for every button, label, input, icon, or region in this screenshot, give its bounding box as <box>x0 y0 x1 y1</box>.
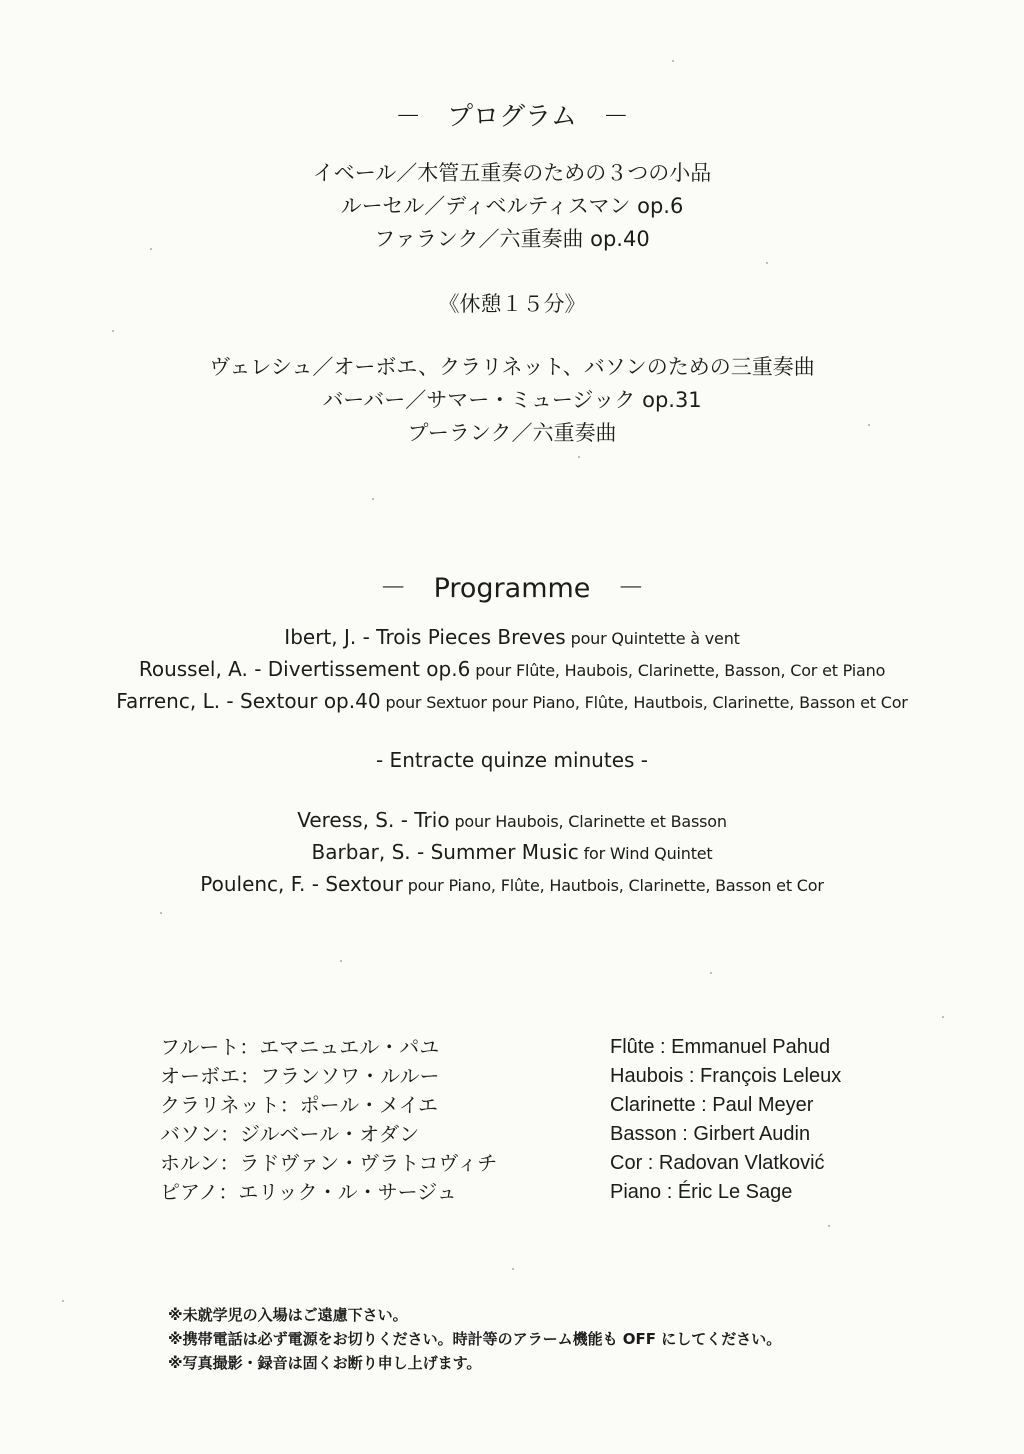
paper-speck <box>150 248 152 250</box>
audience-notes <box>168 1303 781 1375</box>
piece-instrumentation: pour Flûte, Haubois, Clarinette, Basson, Cor et Piano <box>470 661 886 680</box>
piece-title: Roussel, A. - Divertissement op.6 <box>138 657 471 681</box>
french-piece <box>0 869 1024 901</box>
piece-instrumentation: pour Piano, Flûte, Hautbois, Clarinette, Basson et Cor <box>402 876 824 895</box>
paper-speck <box>160 912 162 914</box>
performers-french-list <box>610 1033 841 1207</box>
performer-entry: Basson : Girbert Audin <box>610 1123 811 1145</box>
note-line: ※未就学児の入場はご遠慮下さい。 <box>168 1306 408 1324</box>
piece-title: Ibert, J. - Trois Pieces Breves <box>284 625 566 649</box>
paper-speck <box>766 262 768 264</box>
note-line: ※写真撮影・録音は固くお断り申し上げます。 <box>168 1354 482 1372</box>
performers-japanese-list <box>160 1033 497 1207</box>
paper-speck <box>112 330 114 332</box>
performer-entry: フルート：エマニュエル・パユ <box>160 1035 440 1059</box>
japanese-interval: 《休憩１５分》 <box>438 292 586 316</box>
japanese-piece: ルーセル／ディベルティスマン op.6 <box>340 194 684 218</box>
piece-title: Poulenc, F. - Sextour <box>200 872 403 896</box>
performer-entry: オーボエ：フランソワ・ルルー <box>160 1064 440 1088</box>
paper-speck <box>828 1225 830 1227</box>
japanese-part2-list <box>0 351 1024 450</box>
piece-title: Farrenc, L. - Sextour op.40 <box>116 689 381 713</box>
paper-speck <box>942 1016 944 1018</box>
french-program-heading: － Programme － <box>379 573 645 604</box>
performer-entry: ピアノ：エリック・ル・サージュ <box>160 1180 457 1204</box>
paper-speck <box>672 60 674 62</box>
performer-entry: Clarinette : Paul Meyer <box>610 1094 814 1116</box>
paper-speck <box>710 972 712 974</box>
french-interval: - Entracte quinze minutes - <box>375 748 648 772</box>
french-piece <box>0 622 1024 654</box>
japanese-piece: プーランク／六重奏曲 <box>407 421 617 445</box>
french-piece <box>0 837 1024 869</box>
performer-entry: Piano : Éric Le Sage <box>610 1181 793 1203</box>
performer-entry: Flûte : Emmanuel Pahud <box>610 1036 831 1058</box>
french-part1-list <box>0 622 1024 718</box>
performer-entry: ホルン：ラドヴァン・ヴラトコヴィチ <box>160 1151 498 1175</box>
japanese-part1-list <box>0 157 1024 256</box>
paper-speck <box>512 1268 514 1270</box>
performer-entry: Haubois : François Leleux <box>610 1065 842 1087</box>
paper-speck <box>578 456 580 458</box>
piece-title: Barbar, S. - Summer Music <box>311 840 579 864</box>
paper-speck <box>62 1300 64 1302</box>
french-part2-list <box>0 805 1024 901</box>
piece-title: Veress, S. - Trio <box>297 808 450 832</box>
note-line: ※携帯電話は必ず電源をお切りください。時計等のアラーム機能も OFF にしてください。 <box>168 1330 782 1348</box>
piece-instrumentation: pour Haubois, Clarinette et Basson <box>449 812 727 831</box>
piece-instrumentation: pour Quintette à vent <box>565 629 740 648</box>
performer-entry: バソン：ジルベール・オダン <box>160 1122 420 1146</box>
japanese-piece: バーバー／サマー・ミュージック op.31 <box>322 388 702 412</box>
paper-speck <box>340 960 342 962</box>
japanese-program-heading: － プログラム － <box>395 102 629 132</box>
piece-instrumentation: for Wind Quintet <box>578 844 713 863</box>
french-piece <box>0 654 1024 686</box>
performer-entry: クラリネット：ポール・メイエ <box>160 1093 438 1117</box>
piece-instrumentation: pour Sextuor pour Piano, Flûte, Hautbois, Clarinette, Basson et Cor <box>380 693 908 712</box>
japanese-piece: ファランク／六重奏曲 op.40 <box>374 227 650 251</box>
japanese-piece: イベール／木管五重奏のための３つの小品 <box>312 161 712 185</box>
performer-entry: Cor : Radovan Vlatković <box>610 1152 825 1174</box>
french-piece <box>0 686 1024 718</box>
japanese-piece: ヴェレシュ／オーボエ、クラリネット、バソンのための三重奏曲 <box>209 355 815 379</box>
french-piece <box>0 805 1024 837</box>
paper-speck <box>372 498 374 500</box>
paper-speck <box>868 424 870 426</box>
